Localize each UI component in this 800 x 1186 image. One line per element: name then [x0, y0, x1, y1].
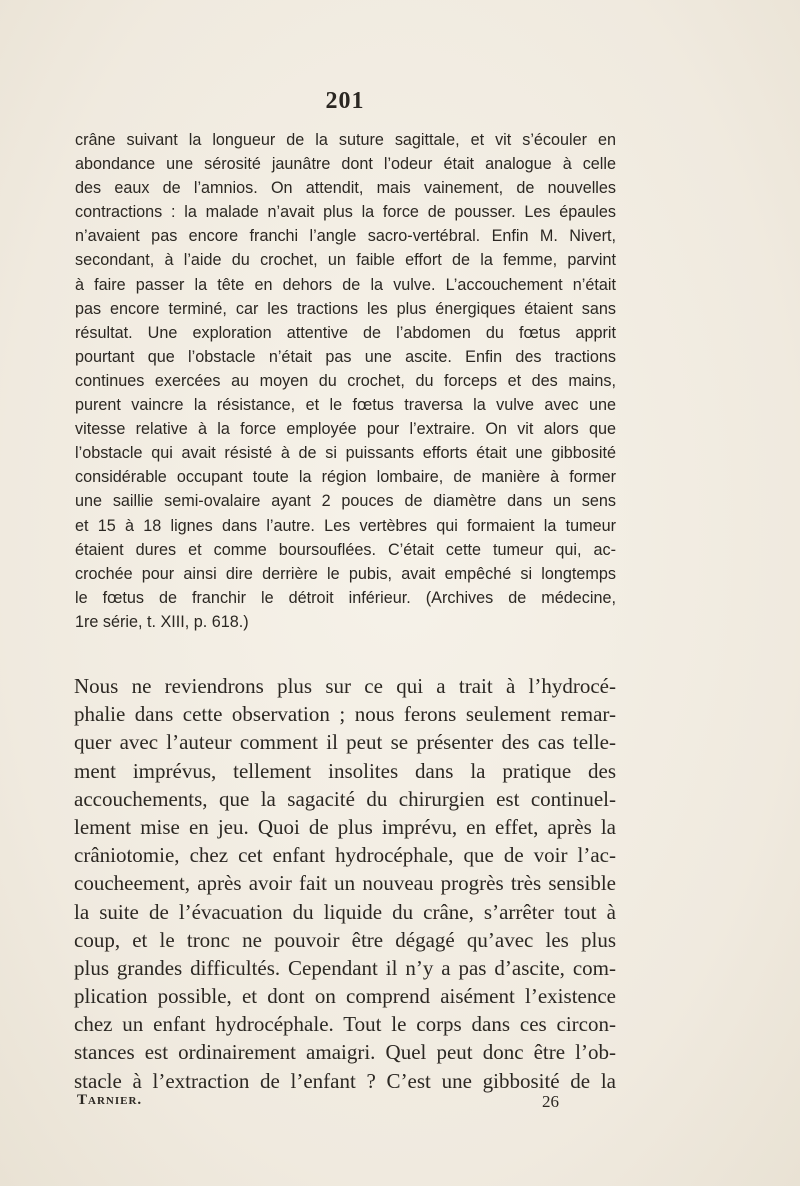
- quote-line: vitesse relative à la force employée pour l’extraire. On vit alors que: [75, 420, 616, 439]
- sheet-mark: 26: [542, 1092, 559, 1111]
- quote-line: à faire passer la tête en dehors de la vulve. L’accouchement n’était: [75, 275, 616, 294]
- quote-line: pas encore terminé, car les tractions les plus énergiques étaient sans: [75, 299, 616, 318]
- quoted-observation: [75, 128, 616, 634]
- body-line: stacle à l’extraction de l’enfant ? C’est une gibbosité de la: [74, 1068, 616, 1093]
- quote-line: une saillie semi-ovalaire ayant 2 pouces de diamètre dans un sens: [75, 492, 616, 511]
- body-line: stances est ordinairement amaigri. Quel peut donc être l’ob-: [74, 1040, 616, 1065]
- quote-line: crâne suivant la longueur de la suture sagittale, et vit s’écouler en: [75, 131, 616, 149]
- quote-line: pourtant que l’obstacle n’était pas une ascite. Enfin des tractions: [75, 347, 616, 366]
- quote-line: n’avaient pas encore franchi l’angle sacro-vertébral. Enfin M. Nivert,: [75, 227, 616, 246]
- printer-signature: Tarnier.: [77, 1092, 143, 1108]
- quote-line: abondance une sérosité jaunâtre dont l’odeur était analogue à celle: [75, 155, 616, 174]
- quote-line: le fœtus de franchir le détroit inférieur. (Archives de médecine,: [75, 588, 616, 607]
- body-line: crâniotomie, chez cet enfant hydrocéphale, que de voir l’ac-: [74, 843, 616, 868]
- body-line: Nous ne reviendrons plus sur ce qui a trait à l’hydrocé-: [74, 674, 616, 698]
- body-line: lement mise en jeu. Quoi de plus imprévu, en effet, après la: [74, 814, 616, 839]
- quote-line: purent vaincre la résistance, et le fœtus traversa la vulve avec une: [75, 396, 616, 415]
- body-line: chez un enfant hydrocéphale. Tout le corps dans ces circon-: [74, 1012, 616, 1037]
- body-line: phalie dans cette observation ; nous ferons seulement remar-: [74, 702, 616, 727]
- quote-line: contractions : la malade n’avait plus la force de pousser. Les épaules: [75, 203, 616, 222]
- quote-line: et 15 à 18 lignes dans l’autre. Les vertèbres qui formaient la tumeur: [75, 516, 616, 535]
- body-line: plus grandes difficultés. Cependant il n’y a pas d’ascite, com-: [74, 955, 616, 980]
- body-line: coup, et le tronc ne pouvoir être dégagé qu’avec les plus: [74, 927, 616, 952]
- quote-line: résultat. Une exploration attentive de l’abdomen du fœtus apprit: [75, 323, 616, 342]
- body-paragraph: [74, 672, 616, 1095]
- body-line: la suite de l’évacuation du liquide du crâne, s’arrêter tout à: [74, 899, 616, 924]
- quote-line: crochée pour ainsi dire derrière le pubis, avait empêché si longtemps: [75, 564, 616, 583]
- body-line: accouchements, que la sagacité du chirurgien est continuel-: [74, 786, 616, 811]
- quote-line: continues exercées au moyen du crochet, du forceps et des mains,: [75, 371, 616, 390]
- quote-line: 1re série, t. XIII, p. 618.): [75, 612, 249, 631]
- quote-line: secondant, à l’aide du crochet, un faible effort de la femme, parvint: [75, 251, 616, 270]
- quote-line: étaient dures et comme boursouflées. C’était cette tumeur qui, ac-: [75, 540, 616, 559]
- body-line: quer avec l’auteur comment il peut se présenter des cas telle-: [74, 730, 616, 755]
- quote-line: considérable occupant toute la région lombaire, de manière à former: [75, 468, 616, 487]
- body-line: coucheement, après avoir fait un nouveau progrès très sensible: [74, 871, 616, 896]
- quote-line: des eaux de l’amnios. On attendit, mais vainement, de nouvelles: [75, 179, 616, 198]
- body-line: ment imprévus, tellement insolites dans la pratique des: [74, 758, 616, 783]
- page-number: 201: [325, 88, 365, 114]
- body-line: plication possible, et dont on comprend aisément l’existence: [74, 984, 616, 1009]
- quote-line: l’obstacle qui avait résisté à de si puissants efforts était une gibbosité: [75, 444, 616, 463]
